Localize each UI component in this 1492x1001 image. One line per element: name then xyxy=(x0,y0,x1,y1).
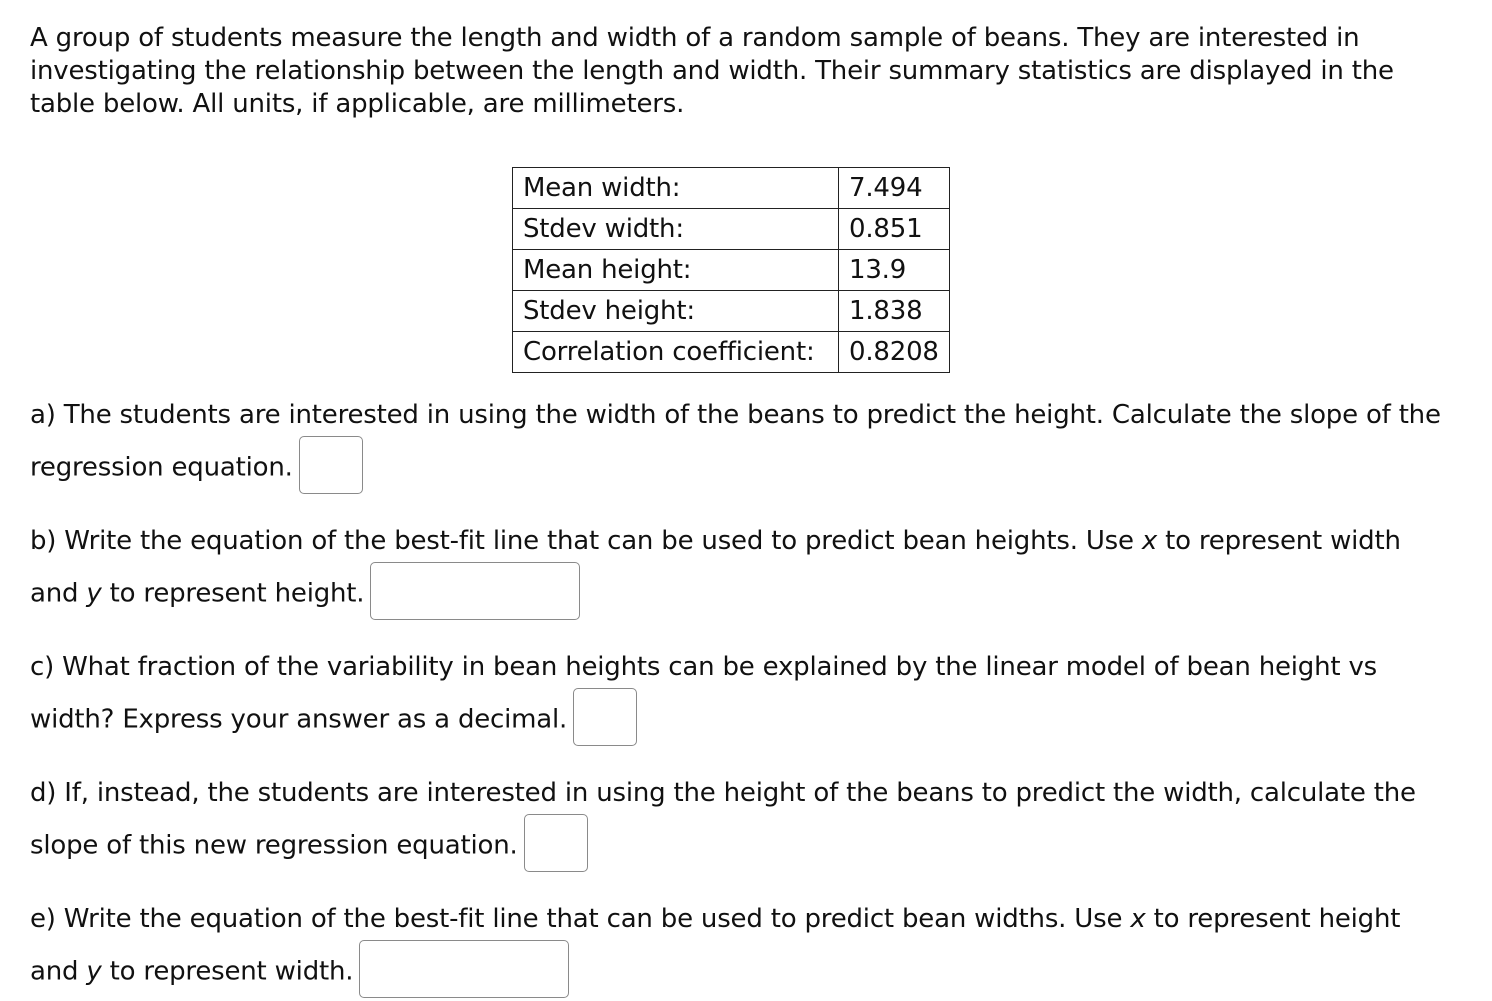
variable-x: x xyxy=(1130,904,1146,934)
stat-label: Stdev height: xyxy=(513,291,839,332)
table-row xyxy=(513,291,950,332)
question-e-mid: to represent height and xyxy=(30,904,1401,987)
stat-value: 13.9 xyxy=(839,250,950,291)
table-row xyxy=(513,209,950,250)
stat-value: 1.838 xyxy=(839,291,950,332)
question-e xyxy=(30,896,1450,1001)
table-row xyxy=(513,168,950,209)
question-e-pre: e) Write the equation of the best-fit line that can be used to predict bean widths. Use xyxy=(30,904,1131,934)
answer-b-input[interactable] xyxy=(370,562,580,620)
stat-value: 0.8208 xyxy=(839,332,950,373)
variable-x: x xyxy=(1141,526,1158,556)
question-e-post: to represent width. xyxy=(101,956,354,987)
question-d-text: d) If, instead, the students are interested in using the height of the beans to predict the width, calculate the slope of this new regression equation. xyxy=(30,778,1416,861)
answer-a-input[interactable] xyxy=(299,436,363,494)
question-b-pre: b) Write the equation of the best-fit line that can be used to predict bean heights. Use xyxy=(30,526,1142,556)
question-d xyxy=(30,770,1450,875)
question-b xyxy=(30,518,1450,623)
answer-d-input[interactable] xyxy=(524,814,588,872)
table-row xyxy=(513,250,950,291)
variable-y: y xyxy=(86,956,102,987)
question-b-post: to represent height. xyxy=(101,578,365,609)
table-row xyxy=(513,332,950,373)
stat-label: Mean width: xyxy=(513,168,839,209)
problem-intro: A group of students measure the length and width of a random sample of beans. They are interested in investigating the relationship between the length and width. Their summary statistics are displayed in the table below. All units, if applicable, are millimeters. xyxy=(30,23,1394,119)
answer-e-input[interactable] xyxy=(359,940,569,998)
question-b-mid: to represent width and xyxy=(30,526,1401,609)
stat-value: 0.851 xyxy=(839,209,950,250)
summary-statistics-table xyxy=(512,167,950,373)
stat-value: 7.494 xyxy=(839,168,950,209)
question-a-text: a) The students are interested in using the width of the beans to predict the height. Calculate the slope of the regression equation. xyxy=(30,400,1441,483)
answer-c-input[interactable] xyxy=(573,688,637,746)
stat-label: Mean height: xyxy=(513,250,839,291)
stat-label: Correlation coefficient: xyxy=(513,332,839,373)
question-a xyxy=(30,392,1450,497)
question-c xyxy=(30,644,1450,749)
variable-y: y xyxy=(86,578,102,609)
question-c-text: c) What fraction of the variability in bean heights can be explained by the linear model of bean height vs width? Express your answer as a decimal. xyxy=(30,652,1377,735)
stat-label: Stdev width: xyxy=(513,209,839,250)
